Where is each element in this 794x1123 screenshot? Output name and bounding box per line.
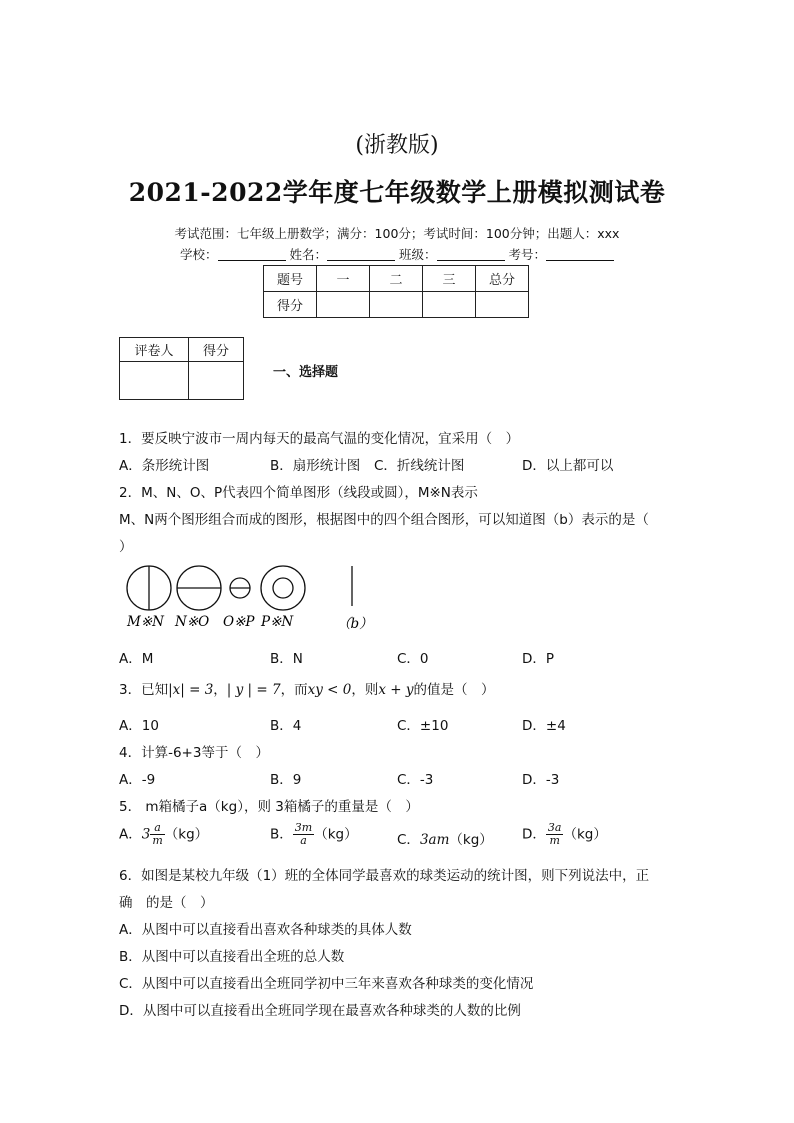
question-4-options [0, 768, 794, 788]
option-d[interactable]: D．±4 [522, 718, 566, 734]
option-label: B． [270, 826, 293, 843]
class-label: 班级： [398, 247, 437, 262]
fraction-numerator: 3a [547, 821, 562, 834]
question-2-figure [119, 560, 379, 636]
q3-text: 的值是（ ） [413, 682, 495, 698]
question-2-stem-line: 2．M、N、O、P代表四个简单图形（线段或圆），M※N表示 [119, 485, 478, 501]
q3-math-abs-x: |x| = 3 [168, 682, 214, 698]
option-expr: 3am [419, 832, 450, 848]
score-header-cell: 题号 [264, 266, 317, 292]
edition-label: (浙教版) [355, 133, 439, 158]
q3-text: ，则 [351, 682, 379, 698]
option-unit: （kg） [164, 826, 209, 843]
figure-label-pn: P※N [261, 614, 294, 630]
school-label: 学校： [179, 247, 218, 262]
score-table [263, 265, 529, 318]
fraction-numerator: 3m [294, 821, 313, 834]
grader-header-row [120, 338, 244, 362]
name-label: 姓名： [289, 247, 327, 262]
exam-no-label: 考号： [508, 247, 546, 262]
option-b[interactable]: B．N [270, 651, 303, 667]
score-header-cell: 总分 [476, 266, 529, 292]
option-label: C． [397, 832, 420, 848]
grader-header-cell: 评卷人 [120, 338, 189, 362]
question-1-options [0, 454, 794, 474]
score-table-header-row [264, 266, 529, 292]
option-c[interactable]: C．0 [397, 651, 429, 667]
q3-text: ， [213, 682, 227, 698]
question-4-stem: 4．计算-6+3等于（ ） [119, 745, 269, 761]
fraction-denominator: m [549, 834, 560, 847]
figure-label-no: N※O [175, 614, 210, 630]
question-2-stem-line: M、N两个图形组合而成的图形，根据图中的四个组合图形，可以知道图（b）表示的是（ [119, 512, 649, 528]
option-c[interactable]: C．±10 [397, 718, 449, 734]
score-header-cell: 二 [370, 266, 423, 292]
option-coef: 3 [141, 826, 151, 843]
q3-text: ，而 [280, 682, 308, 698]
fraction-numerator: a [150, 822, 164, 835]
exam-title: 2021-2022学年度七年级数学上册模拟测试卷 [128, 178, 666, 207]
score-cell[interactable] [370, 292, 423, 318]
option-unit: （kg） [563, 826, 607, 843]
option-a[interactable]: A．-9 [119, 772, 156, 788]
figure-label-mn: M※N [127, 614, 164, 630]
class-blank[interactable] [437, 248, 505, 261]
option-b[interactable]: B．9 [270, 772, 302, 788]
option-d[interactable]: D．从图中可以直接看出全班同学现在最喜欢各种球类的人数的比例 [119, 1003, 521, 1019]
question-5-options [0, 822, 794, 856]
option-c[interactable] [397, 828, 493, 848]
option-c[interactable]: C．-3 [397, 772, 434, 788]
fraction [546, 822, 564, 847]
option-label: A． [119, 826, 142, 843]
section-title: 一、选择题 [273, 365, 339, 380]
name-blank[interactable] [327, 248, 395, 261]
figure-label-b: （b） [337, 616, 373, 632]
fraction [150, 822, 164, 847]
option-a[interactable]: A．条形统计图 [119, 458, 210, 474]
score-cell[interactable] [423, 292, 476, 318]
fraction [293, 822, 314, 847]
score-table-score-row [264, 292, 529, 318]
option-d[interactable]: D．以上都可以 [522, 458, 614, 474]
figure-outer-circle-pn [261, 566, 305, 610]
option-label: D． [522, 826, 546, 843]
option-a[interactable]: A．10 [119, 718, 159, 734]
figure-inner-circle-pn [273, 578, 293, 598]
option-c[interactable]: C．从图中可以直接看出全班同学初中三年来喜欢各种球类的变化情况 [119, 976, 534, 992]
option-c[interactable]: C．折线统计图 [374, 458, 465, 474]
school-blank[interactable] [218, 248, 286, 261]
question-3-stem [119, 678, 494, 698]
score-row-label: 得分 [264, 292, 317, 318]
grader-cell[interactable] [120, 362, 189, 400]
score-header-cell: 一 [317, 266, 370, 292]
q3-math-abs-y: | y | = 7 [226, 682, 281, 698]
option-a[interactable]: A．M [119, 651, 154, 667]
question-2-options [0, 647, 794, 667]
grader-table [119, 337, 244, 400]
question-2-stem-line: ） [119, 539, 133, 555]
q3-text: 3．已知 [119, 682, 169, 698]
option-d[interactable] [522, 822, 607, 847]
score-cell[interactable] [476, 292, 529, 318]
grader-score-cell[interactable] [189, 362, 244, 400]
option-b[interactable]: B．扇形统计图 [270, 458, 361, 474]
option-b[interactable]: B．4 [270, 718, 302, 734]
q3-math-xy: xy < 0 [307, 682, 352, 698]
option-d[interactable]: D．P [522, 651, 555, 667]
exam-no-blank[interactable] [546, 248, 614, 261]
grader-body-row [120, 362, 244, 400]
question-1-stem: 1．要反映宁波市一周内每天的最高气温的变化情况，宜采用（ ） [119, 431, 520, 447]
option-b[interactable]: B．从图中可以直接看出全班的总人数 [119, 949, 345, 965]
option-a[interactable]: A．从图中可以直接看出喜欢各种球类的具体人数 [119, 922, 412, 938]
score-header-cell: 三 [423, 266, 476, 292]
question-6-stem-line: 确 的是（ ） [119, 895, 214, 911]
grader-header-cell: 得分 [189, 338, 244, 362]
question-3-options [0, 714, 794, 734]
q3-math-sum: x + y [378, 682, 414, 698]
option-d[interactable]: D．-3 [522, 772, 560, 788]
score-cell[interactable] [317, 292, 370, 318]
fraction-denominator: m [152, 834, 163, 847]
question-6-stem-line: 6．如图是某校九年级（1）班的全体同学最喜欢的球类运动的统计图，则下列说法中，正 [119, 868, 650, 884]
option-a[interactable] [119, 822, 208, 847]
question-5-stem: 5． m箱橘子a（kg），则 3箱橘子的重量是（ ） [119, 799, 419, 815]
fraction-denominator: a [300, 834, 307, 847]
option-unit: （kg） [314, 826, 358, 843]
exam-info: 考试范围：七年级上册数学；满分：100分；考试时间：100分钟；出题人：xxx [174, 226, 620, 241]
option-unit: （kg） [449, 832, 493, 848]
option-b[interactable] [270, 822, 358, 847]
figure-label-op: O※P [223, 614, 255, 630]
student-fields [0, 245, 794, 263]
